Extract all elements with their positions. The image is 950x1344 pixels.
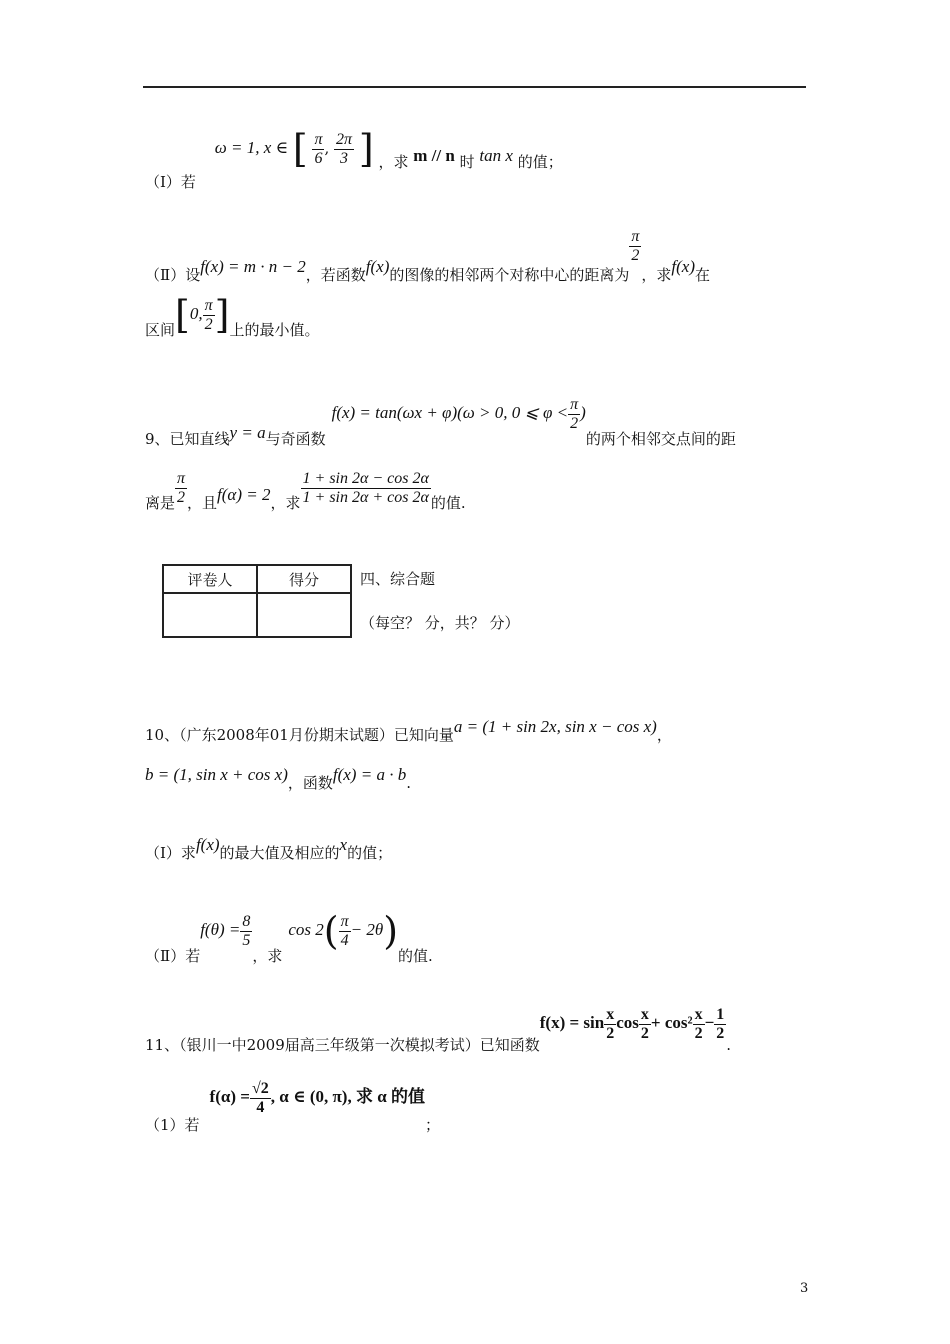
- q8-upper-bound: $\frac{2\pi}{3}$: [336, 130, 353, 167]
- grader-reviewer-cell: [163, 593, 257, 637]
- grader-score-cell: [257, 593, 351, 637]
- q8-part1-label: （Ⅰ）若: [145, 173, 196, 191]
- q11-part1: （1）若f(α) = $\frac{√2}{4}$ , α ∈ (0, π), 求 α 的值；: [145, 1080, 440, 1135]
- q8-part2-interval: 区间[0, $\frac{\pi}{2}$ ]上的最小值。: [145, 293, 320, 339]
- grader-col-score: 得分: [257, 565, 351, 593]
- q9-expression: $\frac{1 + \sin 2\alpha - \cos 2\alpha}{1 + \sin 2\alpha + \cos 2\alpha}$: [302, 470, 429, 506]
- q11-line1: 11、（银川一中2009届高三年级第一次模拟考试）已知函数f(x) = sin $\frac{x}{2}$ cos $\frac{x}{2}$ + cos² $\frac{x}{2}$ − $\frac{1}{2}$ .: [145, 1006, 732, 1055]
- section-title: 四、综合题: [360, 570, 436, 588]
- q10-line1: 10、（广东2008年01月份期末试题）已知向量a = (1 + sin 2x, sin x − cos x)，: [145, 717, 672, 744]
- grader-table: [162, 564, 352, 638]
- q9-line2: 离是 $\frac{\pi}{2}$ ，且f(α) = 2，求 $\frac{1 + \sin 2\alpha - \cos 2\alpha}{1 + \sin 2\alpha + \cos 2\alpha}$ 的值.: [145, 470, 466, 513]
- q10-line2: b = (1, sin x + cos x)，函数f(x) = a · b.: [145, 765, 411, 792]
- q8-part1: （Ⅰ）若 ω = 1, x ∈ [ $\frac{\pi}{6}$ , $\frac{2\pi}{3}$ ] ，求 m // n 时 tan x 的值；: [145, 127, 563, 191]
- q8-part2-label: （Ⅱ）设: [145, 266, 201, 285]
- q8-distance: $\frac{\pi}{2}$: [631, 228, 640, 264]
- q8-parallel: m // n: [413, 146, 455, 165]
- q9-line1: 9、已知直线y = a与奇函数f(x) = tan(ωx + φ)(ω > 0, 0 ⩽ φ < $\frac{\pi}{2}$ )的两个相邻交点间的距: [145, 396, 736, 449]
- q8-part1-condition: ω = 1, x ∈: [214, 138, 289, 157]
- q10-part2: （Ⅱ）若f(θ) = $\frac{8}{5}$ ，求cos 2( $\frac{\pi}{4}$ − 2θ)的值.: [145, 909, 433, 965]
- grader-col-reviewer: 评卷人: [163, 565, 257, 593]
- q8-part2: （Ⅱ）设f(x) = m · n − 2，若函数f(x)的图像的相邻两个对称中心的距离为 $\frac{\pi}{2}$ ，求f(x)在: [145, 228, 711, 285]
- header-rule: [143, 86, 806, 88]
- section-note: （每空？ 分，共？ 分）: [360, 614, 520, 632]
- page-number: 3: [800, 1281, 809, 1296]
- q8-lower-bound: $\frac{\pi}{6}$: [314, 130, 323, 167]
- q10-part1: （Ⅰ）求f(x)的最大值及相应的x的值；: [145, 835, 393, 862]
